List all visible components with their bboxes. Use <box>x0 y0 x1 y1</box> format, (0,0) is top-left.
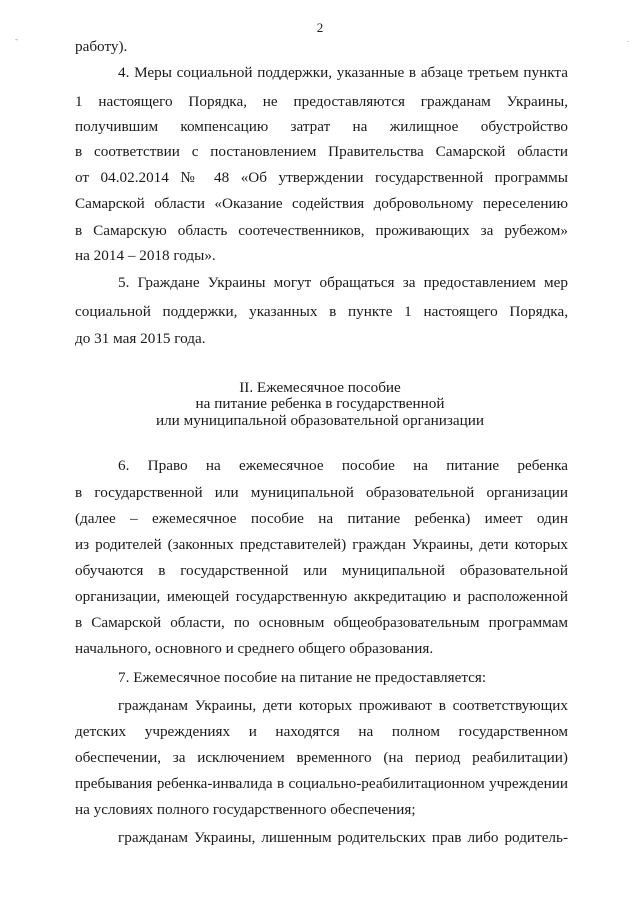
section-heading: на питание ребенка в государственной <box>195 395 445 412</box>
section-heading: II. Ежемесячное пособие <box>239 379 401 396</box>
paragraph-line: на условиях полного государственного обеспечения; <box>75 801 416 818</box>
paragraph-line: организации, имеющей государственную аккредитацию и расположенной <box>75 588 568 605</box>
section-heading: или муниципальной образовательной организации <box>155 412 485 429</box>
scan-mark-right: . <box>627 34 630 44</box>
paragraph-line: до 31 мая 2015 года. <box>75 330 206 347</box>
paragraph-line: в соответствии с постановлением Правительства Самарской области <box>75 143 568 160</box>
paragraph-line: в Самарской области, по основным общеобразовательным программам <box>75 614 568 631</box>
paragraph-line: в государственной или муниципальной образовательной организации <box>75 484 568 501</box>
paragraph-line: 4. Меры социальной поддержки, указанные в абзаце третьем пункта <box>118 64 568 81</box>
paragraph-line: 5. Граждане Украины могут обращаться за предоставлением мер <box>118 274 568 291</box>
paragraph-line: детских учреждениях и находятся на полном государственном <box>75 723 568 740</box>
paragraph-line: на 2014 – 2018 годы». <box>75 247 216 264</box>
page-number: 2 <box>316 20 324 35</box>
paragraph-line: пребывания ребенка-инвалида в социально-реабилитационном учреждении <box>75 775 568 792</box>
paragraph-line: гражданам Украины, дети которых проживают в соответствующих <box>118 697 568 714</box>
paragraph-line: начального, основного и среднего общего образования. <box>75 640 434 657</box>
paragraph-line: Самарской области «Оказание содействия добровольному переселению <box>75 195 568 212</box>
scan-mark-left: - <box>15 34 18 44</box>
paragraph-line: получившим компенсацию затрат на жилищное обустройство <box>75 118 568 135</box>
paragraph-line: 6. Право на ежемесячное пособие на питание ребенка <box>118 457 568 474</box>
paragraph-line: от 04.02.2014 № 48 «Об утверждении государственной программы <box>75 169 568 186</box>
paragraph-line: обеспечении, за исключением временного (на период реабилитации) <box>75 749 568 766</box>
paragraph-line: (далее – ежемесячное пособие на питание ребенка) имеет один <box>75 510 568 527</box>
paragraph-line: гражданам Украины, лишенным родительских прав либо родитель- <box>118 829 568 846</box>
paragraph-line: работу). <box>75 38 128 55</box>
paragraph-line: из родителей (законных представителей) граждан Украины, дети которых <box>75 536 568 553</box>
paragraph-line: в Самарскую область соотечественников, проживающих за рубежом» <box>75 222 568 239</box>
paragraph-line: 1 настоящего Порядка, не предоставляются гражданам Украины, <box>75 93 568 110</box>
paragraph-line: обучаются в государственной или муниципальной образовательной <box>75 562 568 579</box>
paragraph-line: социальной поддержки, указанных в пункте 1 настоящего Порядка, <box>75 303 568 320</box>
paragraph-line: 7. Ежемесячное пособие на питание не предоставляется: <box>118 669 487 686</box>
